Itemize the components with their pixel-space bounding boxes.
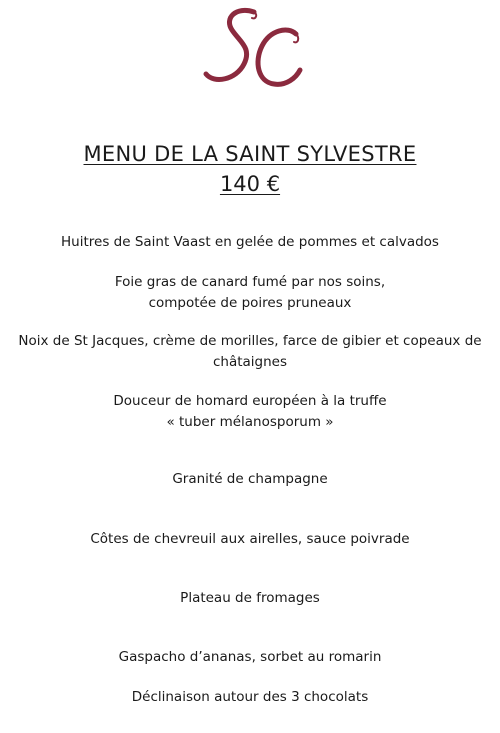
course-line: Plateau de fromages bbox=[180, 590, 320, 606]
menu-price: 140 € bbox=[219, 172, 281, 196]
course-line: Foie gras de canard fumé par nos soins, bbox=[114, 274, 386, 290]
sc-logo bbox=[196, 4, 316, 104]
course-line: Granité de champagne bbox=[172, 471, 328, 487]
course-line: châtaignes bbox=[212, 354, 288, 370]
course-item bbox=[0, 687, 500, 708]
course-line: Huitres de Saint Vaast en gelée de pommes et calvados bbox=[61, 234, 439, 250]
course-item bbox=[0, 588, 500, 609]
course-line: « tuber mélanosporum » bbox=[166, 414, 334, 430]
course-line: compotée de poires pruneaux bbox=[148, 295, 352, 311]
course-item bbox=[0, 272, 500, 314]
course-item bbox=[0, 232, 500, 253]
course-item bbox=[0, 331, 500, 373]
course-item bbox=[0, 469, 500, 490]
logo-letter-s bbox=[206, 10, 254, 79]
menu-title: MENU DE LA SAINT SYLVESTRE bbox=[83, 142, 417, 166]
course-item bbox=[0, 391, 500, 433]
course-line: Noix de St Jacques, crème de morilles, farce de gibier et copeaux de bbox=[18, 333, 482, 349]
logo-letter-c bbox=[258, 30, 300, 84]
course-item bbox=[0, 529, 500, 550]
course-line: Gaspacho d’ananas, sorbet au romarin bbox=[118, 649, 382, 665]
course-item bbox=[0, 647, 500, 668]
course-line: Douceur de homard européen à la truffe bbox=[113, 393, 387, 409]
course-line: Déclinaison autour des 3 chocolats bbox=[131, 689, 369, 705]
course-line: Côtes de chevreuil aux airelles, sauce poivrade bbox=[90, 531, 410, 547]
